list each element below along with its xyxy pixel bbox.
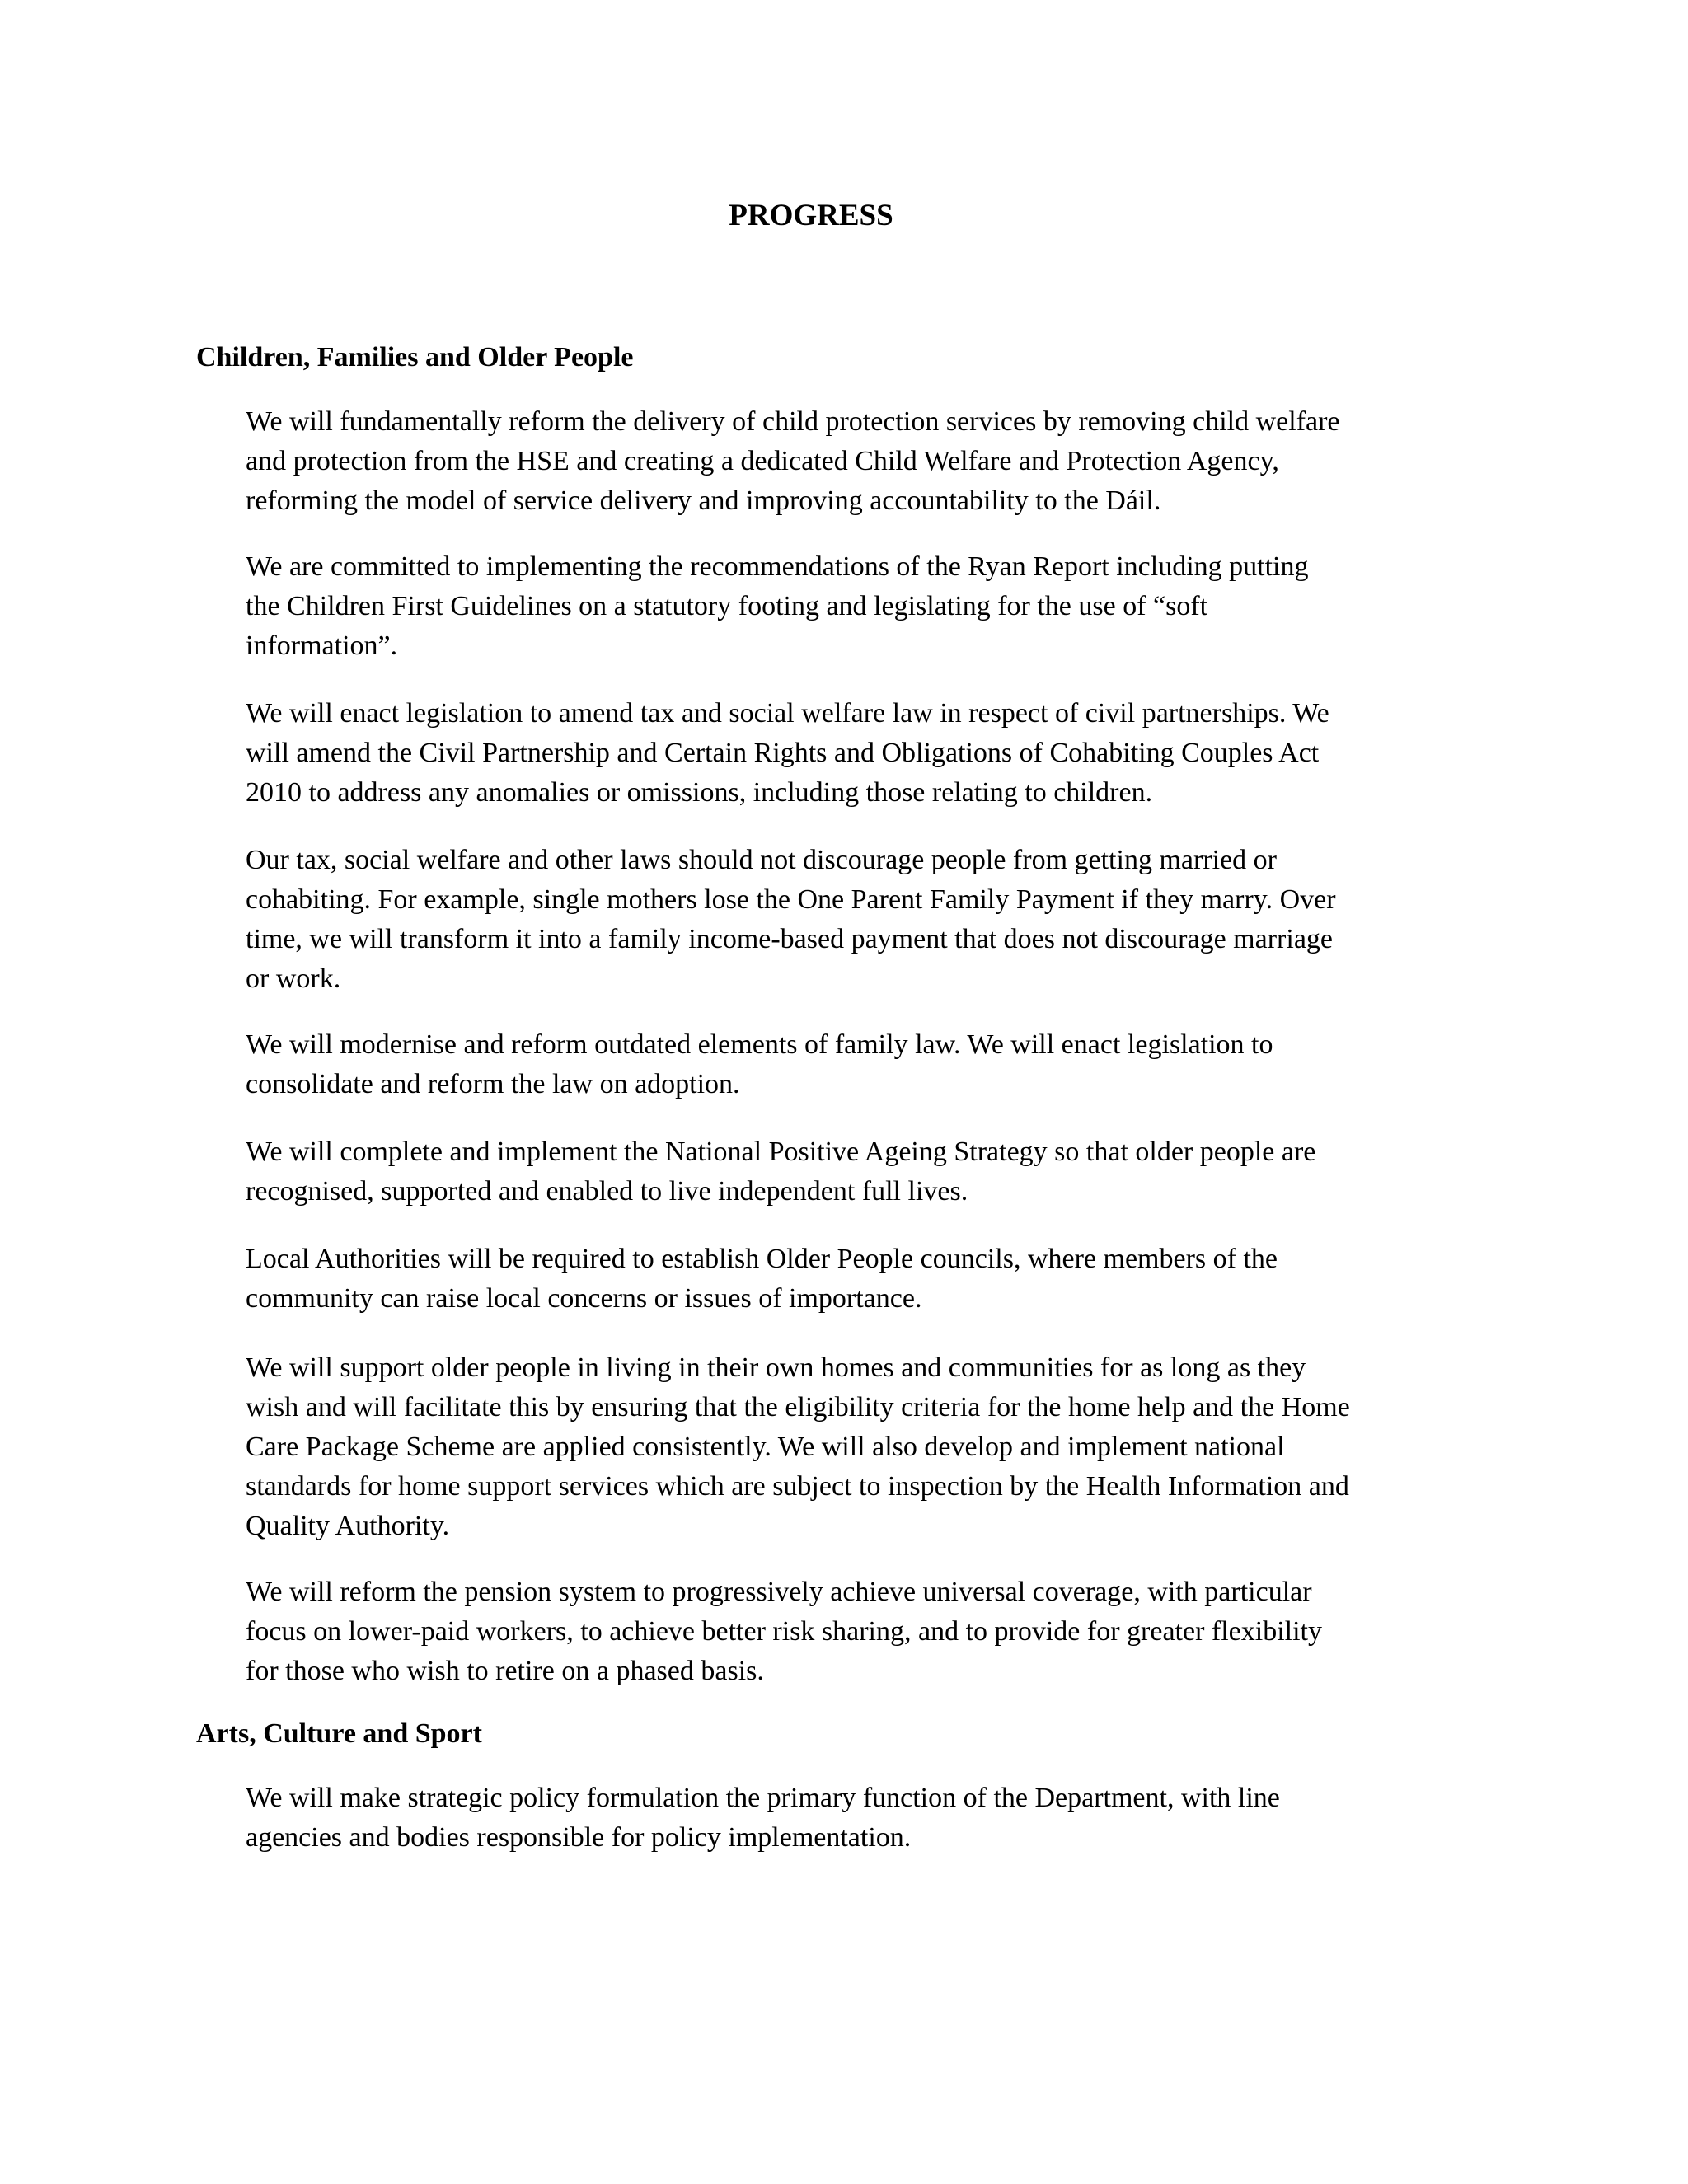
- paragraph-pension-reform: We will reform the pension system to progressively achieve universal coverage, with particular focus on lower-paid workers, to achieve better risk sharing, and to provide for greater flexibility for those who wish to retire on a phased basis.: [246, 1577, 1322, 1686]
- page-title: PROGRESS: [729, 199, 893, 232]
- paragraph-ryan-report: We are committed to implementing the recommendations of the Ryan Report including putting the Children First Guidelines on a statutory footing and legislating for the use of “soft information”.: [246, 551, 1309, 661]
- paragraph-civil-partnerships: We will enact legislation to amend tax and social welfare law in respect of civil partnerships. We will amend the Civil Partnership and Certain Rights and Obligations of Cohabiting Couples Act 2010 to address any anomalies or omissions, including those relating to children.: [246, 698, 1329, 808]
- section-heading-children-families: Children, Families and Older People: [196, 342, 634, 373]
- paragraph-positive-ageing: We will complete and implement the National Positive Ageing Strategy so that older people are recognised, supported and enabled to live independent full lives.: [246, 1137, 1316, 1207]
- paragraph-family-law: We will modernise and reform outdated elements of family law. We will enact legislation to consolidate and reform the law on adoption.: [246, 1029, 1273, 1099]
- section-heading-arts-culture-sport: Arts, Culture and Sport: [196, 1718, 482, 1749]
- paragraph-tax-welfare: Our tax, social welfare and other laws should not discourage people from getting married or cohabiting. For example, single mothers lose the One Parent Family Payment if they marry. Over time, we will transform it into a family income-based payment that does not discourage marriage or work.: [246, 845, 1336, 994]
- paragraph-older-people-councils: Local Authorities will be required to establish Older People councils, where members of the community can raise local concerns or issues of importance.: [246, 1244, 1278, 1314]
- paragraph-child-protection: We will fundamentally reform the delivery of child protection services by removing child welfare and protection from the HSE and creating a dedicated Child Welfare and Protection Agency, reforming the model of service delivery and improving accountability to the Dáil.: [246, 406, 1340, 516]
- paragraph-home-support: We will support older people in living in their own homes and communities for as long as they wish and will facilitate this by ensuring that the eligibility criteria for the home help and the Home Care Package Scheme are applied consistently. We will also develop and implement national standards for home support services which are subject to inspection by the Health Information and Quality Authority.: [246, 1352, 1350, 1541]
- paragraph-strategic-policy: We will make strategic policy formulation the primary function of the Department, with line agencies and bodies responsible for policy implementation.: [246, 1783, 1280, 1853]
